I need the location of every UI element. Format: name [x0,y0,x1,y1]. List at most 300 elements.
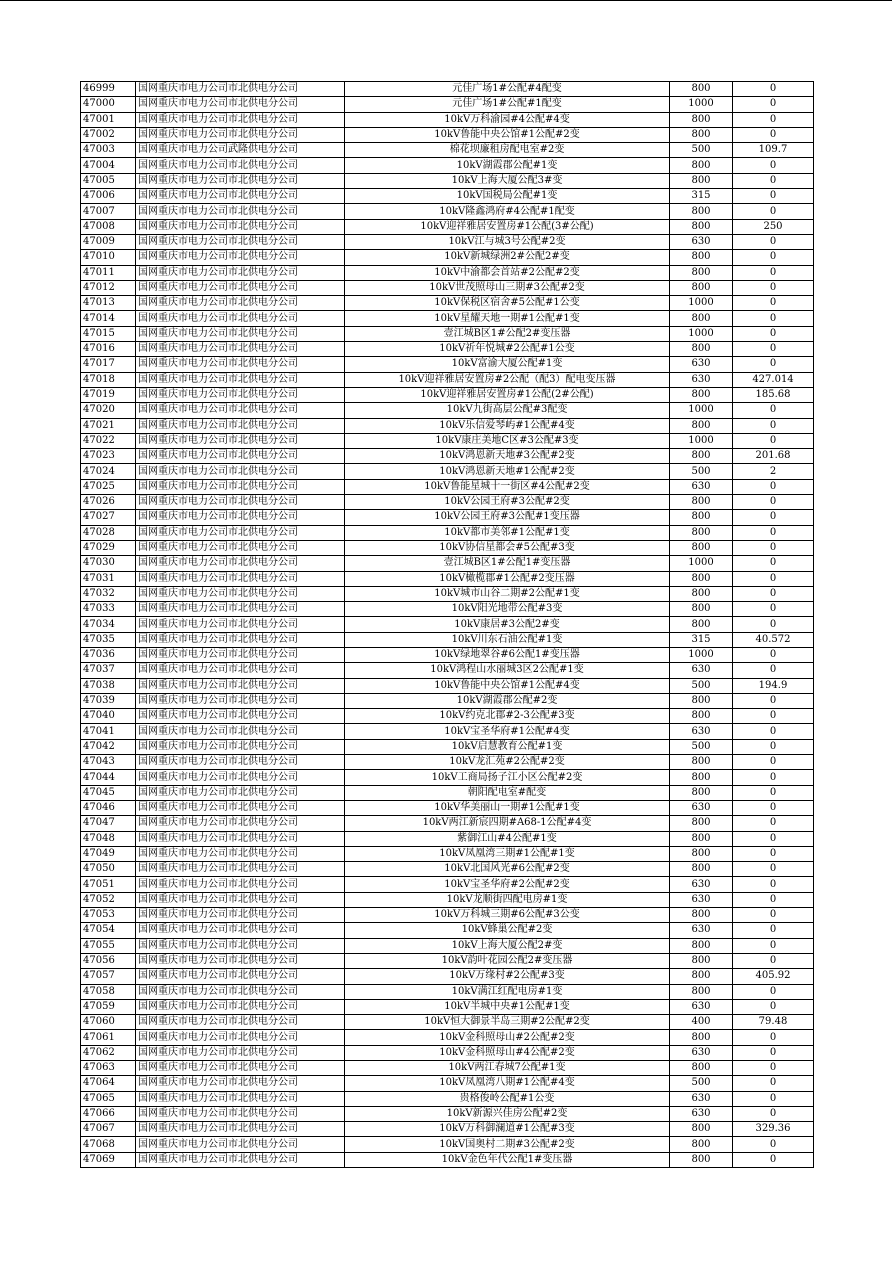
value-cell: 0 [733,892,814,907]
table-row [81,326,814,341]
table-row [81,418,814,433]
transformer-name-cell: 10kV半城中央#1公配#1变 [345,999,670,1014]
value-cell: 0 [733,999,814,1014]
capacity-cell: 800 [670,1137,733,1152]
transformer-name-cell: 10kV川东石油公配#1变 [345,632,670,647]
company-cell: 国网重庆市电力公司市北供电分公司 [136,969,345,984]
table-row [81,540,814,555]
table-row [81,1076,814,1091]
company-cell: 国网重庆市电力公司市北供电分公司 [136,219,345,234]
row-id-cell: 47025 [81,479,136,494]
capacity-cell: 800 [670,82,733,97]
capacity-cell: 315 [670,632,733,647]
transformer-name-cell: 10kV龙汇苑#2公配#2变 [345,755,670,770]
capacity-cell: 630 [670,923,733,938]
value-cell: 405.92 [733,969,814,984]
transformer-name-cell: 10kV江与城3号公配#2变 [345,234,670,249]
company-cell: 国网重庆市电力公司市北供电分公司 [136,357,345,372]
row-id-cell: 47015 [81,326,136,341]
row-id-cell: 47001 [81,112,136,127]
capacity-cell: 800 [670,770,733,785]
row-id-cell: 47037 [81,663,136,678]
table-row [81,158,814,173]
transformer-name-cell: 10kV保税区宿舍#5公配#1公变 [345,296,670,311]
capacity-cell: 800 [670,265,733,280]
row-id-cell: 47030 [81,556,136,571]
capacity-cell: 800 [670,938,733,953]
capacity-cell: 630 [670,1045,733,1060]
table-row [81,219,814,234]
table-row [81,1091,814,1106]
company-cell: 国网重庆市电力公司市北供电分公司 [136,173,345,188]
transformer-name-cell: 10kV万缘村#2公配#3变 [345,969,670,984]
company-cell: 国网重庆市电力公司市北供电分公司 [136,938,345,953]
transformer-name-cell: 10kV金科照母山#2公配#2变 [345,1030,670,1045]
value-cell: 0 [733,709,814,724]
transformer-name-cell: 10kV湖霞郡公配#1变 [345,158,670,173]
transformer-name-cell: 10kV上海大厦公配3#变 [345,173,670,188]
company-cell: 国网重庆市电力公司市北供电分公司 [136,1061,345,1076]
value-cell: 0 [733,1076,814,1091]
row-id-cell: 47032 [81,586,136,601]
value-cell: 0 [733,479,814,494]
table-row [81,173,814,188]
company-cell: 国网重庆市电力公司市北供电分公司 [136,1045,345,1060]
capacity-cell: 630 [670,1091,733,1106]
table-row [81,739,814,754]
row-id-cell: 47018 [81,372,136,387]
capacity-cell: 630 [670,479,733,494]
row-id-cell: 47063 [81,1061,136,1076]
value-cell: 0 [733,663,814,678]
table-row [81,678,814,693]
table-row [81,693,814,708]
capacity-cell: 630 [670,663,733,678]
row-id-cell: 47006 [81,189,136,204]
company-cell: 国网重庆市电力公司市北供电分公司 [136,510,345,525]
value-cell: 0 [733,495,814,510]
capacity-cell: 800 [670,495,733,510]
table-row [81,556,814,571]
value-cell: 0 [733,862,814,877]
company-cell: 国网重庆市电力公司市北供电分公司 [136,112,345,127]
table-row [81,1030,814,1045]
value-cell: 0 [733,877,814,892]
transformer-name-cell: 棉花坝廉租房配电室#2变 [345,143,670,158]
transformer-name-cell: 10kV工商局扬子江小区公配#2变 [345,770,670,785]
value-cell: 0 [733,846,814,861]
company-cell: 国网重庆市电力公司市北供电分公司 [136,265,345,280]
capacity-cell: 800 [670,387,733,402]
company-cell: 国网重庆市电力公司市北供电分公司 [136,724,345,739]
row-id-cell: 47034 [81,617,136,632]
transformer-name-cell: 10kV迎祥雅居安置房#2公配（配3）配电变压器 [345,372,670,387]
capacity-cell: 800 [670,449,733,464]
transformer-name-cell: 10kV两江春城7公配#1变 [345,1061,670,1076]
transformer-name-cell: 10kV万科城三期#6公配#3公变 [345,908,670,923]
row-id-cell: 47053 [81,908,136,923]
value-cell: 2 [733,464,814,479]
row-id-cell: 47038 [81,678,136,693]
transformer-name-cell: 10kV富渝大厦公配#1变 [345,357,670,372]
value-cell: 0 [733,724,814,739]
row-id-cell: 47046 [81,800,136,815]
value-cell: 0 [733,938,814,953]
transformer-name-cell: 10kV万科御澜道#1公配#3变 [345,1122,670,1137]
company-cell: 国网重庆市电力公司市北供电分公司 [136,158,345,173]
row-id-cell: 47028 [81,525,136,540]
company-cell: 国网重庆市电力公司市北供电分公司 [136,1137,345,1152]
row-id-cell: 47061 [81,1030,136,1045]
table-row [81,1045,814,1060]
transformer-table-body [81,82,814,1168]
capacity-cell: 800 [670,571,733,586]
transformer-name-cell: 10kV金科照母山#4公配#2变 [345,1045,670,1060]
transformer-name-cell: 10kV迎祥雅居安置房#1公配(2#公配) [345,387,670,402]
transformer-name-cell: 10kV鲁能星城十一街区#4公配#2变 [345,479,670,494]
value-cell: 109.7 [733,143,814,158]
table-row [81,617,814,632]
table-row [81,449,814,464]
company-cell: 国网重庆市电力公司市北供电分公司 [136,433,345,448]
company-cell: 国网重庆市电力公司市北供电分公司 [136,770,345,785]
row-id-cell: 47016 [81,342,136,357]
transformer-name-cell: 壹江城B区1#公配1#变压器 [345,556,670,571]
company-cell: 国网重庆市电力公司市北供电分公司 [136,923,345,938]
capacity-cell: 630 [670,357,733,372]
transformer-name-cell: 元佳广场1#公配#4配变 [345,82,670,97]
value-cell: 0 [733,433,814,448]
company-cell: 国网重庆市电力公司市北供电分公司 [136,1076,345,1091]
row-id-cell: 47048 [81,831,136,846]
transformer-name-cell: 10kV鲁能中央公馆#1公配#4变 [345,678,670,693]
capacity-cell: 800 [670,250,733,265]
transformer-name-cell: 10kV上海大厦公配2#变 [345,938,670,953]
company-cell: 国网重庆市电力公司市北供电分公司 [136,234,345,249]
table-row [81,433,814,448]
company-cell: 国网重庆市电力公司市北供电分公司 [136,1015,345,1030]
capacity-cell: 1000 [670,403,733,418]
capacity-cell: 800 [670,173,733,188]
capacity-cell: 630 [670,234,733,249]
value-cell: 0 [733,265,814,280]
value-cell: 0 [733,158,814,173]
value-cell: 0 [733,112,814,127]
row-id-cell: 47020 [81,403,136,418]
company-cell: 国网重庆市电力公司市北供电分公司 [136,464,345,479]
company-cell: 国网重庆市电力公司市北供电分公司 [136,189,345,204]
transformer-name-cell: 10kV国奥村二期#3公配#2变 [345,1137,670,1152]
capacity-cell: 800 [670,311,733,326]
value-cell: 0 [733,693,814,708]
row-id-cell: 47022 [81,433,136,448]
capacity-cell: 800 [670,586,733,601]
row-id-cell: 47011 [81,265,136,280]
row-id-cell: 47067 [81,1122,136,1137]
capacity-cell: 630 [670,892,733,907]
table-row [81,1015,814,1030]
capacity-cell: 1000 [670,556,733,571]
capacity-cell: 630 [670,724,733,739]
table-row [81,571,814,586]
row-id-cell: 47060 [81,1015,136,1030]
capacity-cell: 630 [670,372,733,387]
capacity-cell: 800 [670,418,733,433]
transformer-name-cell: 10kV星耀天地一期#1公配#1变 [345,311,670,326]
company-cell: 国网重庆市电力公司市北供电分公司 [136,280,345,295]
row-id-cell: 47050 [81,862,136,877]
table-row [81,250,814,265]
value-cell: 329.36 [733,1122,814,1137]
capacity-cell: 800 [670,158,733,173]
value-cell: 0 [733,755,814,770]
value-cell: 0 [733,1106,814,1121]
transformer-name-cell: 10kV祈年悦城#2公配#1公变 [345,342,670,357]
row-id-cell: 47017 [81,357,136,372]
value-cell: 0 [733,280,814,295]
capacity-cell: 800 [670,342,733,357]
value-cell: 0 [733,127,814,142]
capacity-cell: 500 [670,1076,733,1091]
transformer-name-cell: 10kV凤凰湾八期#1公配#4变 [345,1076,670,1091]
capacity-cell: 800 [670,1061,733,1076]
row-id-cell: 47064 [81,1076,136,1091]
table-row [81,1122,814,1137]
transformer-name-cell: 10kV北国风光#6公配#2变 [345,862,670,877]
transformer-name-cell: 元佳广场1#公配#1配变 [345,97,670,112]
capacity-cell: 315 [670,189,733,204]
table-row [81,265,814,280]
table-row [81,189,814,204]
row-id-cell: 47057 [81,969,136,984]
value-cell: 0 [733,342,814,357]
value-cell: 0 [733,250,814,265]
capacity-cell: 800 [670,709,733,724]
capacity-cell: 800 [670,204,733,219]
value-cell: 0 [733,785,814,800]
row-id-cell: 47013 [81,296,136,311]
table-row [81,831,814,846]
company-cell: 国网重庆市电力公司市北供电分公司 [136,999,345,1014]
row-id-cell: 47035 [81,632,136,647]
row-id-cell: 47010 [81,250,136,265]
value-cell: 0 [733,586,814,601]
row-id-cell: 47033 [81,602,136,617]
transformer-name-cell: 10kV鲁能中央公馆#1公配#2变 [345,127,670,142]
table-row [81,984,814,999]
company-cell: 国网重庆市电力公司市北供电分公司 [136,250,345,265]
transformer-name-cell: 10kV隆鑫鸿府#4公配#1配变 [345,204,670,219]
company-cell: 国网重庆市电力公司市北供电分公司 [136,602,345,617]
table-row [81,892,814,907]
value-cell: 0 [733,571,814,586]
table-row [81,82,814,97]
company-cell: 国网重庆市电力公司市北供电分公司 [136,877,345,892]
value-cell: 79.48 [733,1015,814,1030]
transformer-name-cell: 10kV橄榄郡#1公配#2变压器 [345,571,670,586]
value-cell: 201.68 [733,449,814,464]
company-cell: 国网重庆市电力公司市北供电分公司 [136,647,345,662]
row-id-cell: 47031 [81,571,136,586]
row-id-cell: 47029 [81,540,136,555]
company-cell: 国网重庆市电力公司市北供电分公司 [136,953,345,968]
capacity-cell: 500 [670,464,733,479]
company-cell: 国网重庆市电力公司市北供电分公司 [136,571,345,586]
transformer-name-cell: 紫御江山#4公配#1变 [345,831,670,846]
company-cell: 国网重庆市电力公司市北供电分公司 [136,1152,345,1167]
row-id-cell: 47059 [81,999,136,1014]
table-row [81,969,814,984]
company-cell: 国网重庆市电力公司市北供电分公司 [136,586,345,601]
company-cell: 国网重庆市电力公司市北供电分公司 [136,1106,345,1121]
transformer-name-cell: 10kV中渝都会首站#2公配#2变 [345,265,670,280]
row-id-cell: 47068 [81,1137,136,1152]
capacity-cell: 500 [670,739,733,754]
table-row [81,387,814,402]
capacity-cell: 800 [670,816,733,831]
value-cell: 0 [733,311,814,326]
company-cell: 国网重庆市电力公司市北供电分公司 [136,418,345,433]
company-cell: 国网重庆市电力公司市北供电分公司 [136,326,345,341]
table-row [81,877,814,892]
value-cell: 185.68 [733,387,814,402]
company-cell: 国网重庆市电力公司市北供电分公司 [136,479,345,494]
table-row [81,923,814,938]
transformer-name-cell: 10kV九街高层公配#3配变 [345,403,670,418]
value-cell: 0 [733,296,814,311]
company-cell: 国网重庆市电力公司市北供电分公司 [136,296,345,311]
capacity-cell: 1000 [670,647,733,662]
row-id-cell: 47043 [81,755,136,770]
transformer-name-cell: 10kV宝圣华府#2公配#2变 [345,877,670,892]
transformer-name-cell: 贵格俊岭公配#1公变 [345,1091,670,1106]
capacity-cell: 800 [670,602,733,617]
company-cell: 国网重庆市电力公司市北供电分公司 [136,816,345,831]
company-cell: 国网重庆市电力公司市北供电分公司 [136,663,345,678]
row-id-cell: 47054 [81,923,136,938]
capacity-cell: 800 [670,831,733,846]
transformer-name-cell: 10kV两江新宸四期#A68-1公配#4变 [345,816,670,831]
value-cell: 0 [733,647,814,662]
company-cell: 国网重庆市电力公司市北供电分公司 [136,892,345,907]
row-id-cell: 47056 [81,953,136,968]
table-row [81,663,814,678]
capacity-cell: 800 [670,846,733,861]
capacity-cell: 800 [670,617,733,632]
row-id-cell: 47009 [81,234,136,249]
table-row [81,1106,814,1121]
value-cell: 0 [733,189,814,204]
value-cell: 0 [733,770,814,785]
company-cell: 国网重庆市电力公司市北供电分公司 [136,984,345,999]
table-row [81,372,814,387]
row-id-cell: 47047 [81,816,136,831]
table-row [81,724,814,739]
company-cell: 国网重庆市电力公司市北供电分公司 [136,342,345,357]
value-cell: 0 [733,510,814,525]
company-cell: 国网重庆市电力公司市北供电分公司 [136,387,345,402]
transformer-name-cell: 10kV世茂照母山三期#3公配#2变 [345,280,670,295]
value-cell: 0 [733,234,814,249]
company-cell: 国网重庆市电力公司市北供电分公司 [136,846,345,861]
row-id-cell: 47024 [81,464,136,479]
table-row [81,602,814,617]
transformer-name-cell: 10kV鸿恩新天地#1公配#2变 [345,464,670,479]
company-cell: 国网重庆市电力公司市北供电分公司 [136,755,345,770]
value-cell: 0 [733,816,814,831]
table-row [81,632,814,647]
company-cell: 国网重庆市电力公司市北供电分公司 [136,632,345,647]
transformer-name-cell: 10kV湖霞郡公配#2变 [345,693,670,708]
table-row [81,586,814,601]
table-row [81,755,814,770]
table-row [81,97,814,112]
value-cell: 0 [733,1030,814,1045]
row-id-cell: 47027 [81,510,136,525]
table-row [81,280,814,295]
transformer-name-cell: 10kV阳光地带公配#3变 [345,602,670,617]
table-row [81,953,814,968]
row-id-cell: 47055 [81,938,136,953]
transformer-name-cell: 10kV鸿程山水丽城3区2公配#1变 [345,663,670,678]
table-row [81,770,814,785]
transformer-name-cell: 10kV鸿恩新天地#3公配#2变 [345,449,670,464]
company-cell: 国网重庆市电力公司市北供电分公司 [136,82,345,97]
value-cell: 0 [733,1137,814,1152]
row-id-cell: 47004 [81,158,136,173]
transformer-name-cell: 10kV乐信爱琴屿#1公配#4变 [345,418,670,433]
value-cell: 0 [733,602,814,617]
page-top-rule [0,0,892,1]
company-cell: 国网重庆市电力公司市北供电分公司 [136,540,345,555]
value-cell: 0 [733,1061,814,1076]
company-cell: 国网重庆市电力公司市北供电分公司 [136,403,345,418]
capacity-cell: 500 [670,678,733,693]
transformer-name-cell: 10kV凤凰湾三期#1公配#1变 [345,846,670,861]
company-cell: 国网重庆市电力公司市北供电分公司 [136,693,345,708]
row-id-cell: 47026 [81,495,136,510]
value-cell: 427.014 [733,372,814,387]
transformer-name-cell: 10kV迎祥雅居安置房#1公配(3#公配) [345,219,670,234]
row-id-cell: 47049 [81,846,136,861]
table-row [81,296,814,311]
transformer-name-cell: 朝阳配电室#配变 [345,785,670,800]
row-id-cell: 47065 [81,1091,136,1106]
company-cell: 国网重庆市电力公司市北供电分公司 [136,831,345,846]
transformer-name-cell: 10kV万科渝园#4公配#4变 [345,112,670,127]
company-cell: 国网重庆市电力公司市北供电分公司 [136,1122,345,1137]
transformer-name-cell: 10kV宝圣华府#1公配#4变 [345,724,670,739]
value-cell: 0 [733,739,814,754]
row-id-cell: 47039 [81,693,136,708]
capacity-cell: 800 [670,1122,733,1137]
value-cell: 0 [733,923,814,938]
row-id-cell: 47008 [81,219,136,234]
table-row [81,846,814,861]
value-cell: 0 [733,800,814,815]
value-cell: 0 [733,831,814,846]
row-id-cell: 46999 [81,82,136,97]
transformer-name-cell: 10kV公园王府#3公配#1变压器 [345,510,670,525]
table-row [81,816,814,831]
table-row [81,479,814,494]
table-row [81,495,814,510]
transformer-name-cell: 10kV康庄美地C区#3公配#3变 [345,433,670,448]
table-row [81,112,814,127]
capacity-cell: 800 [670,1030,733,1045]
company-cell: 国网重庆市电力公司市北供电分公司 [136,785,345,800]
transformer-name-cell: 10kV约克北郡#2-3公配#3变 [345,709,670,724]
